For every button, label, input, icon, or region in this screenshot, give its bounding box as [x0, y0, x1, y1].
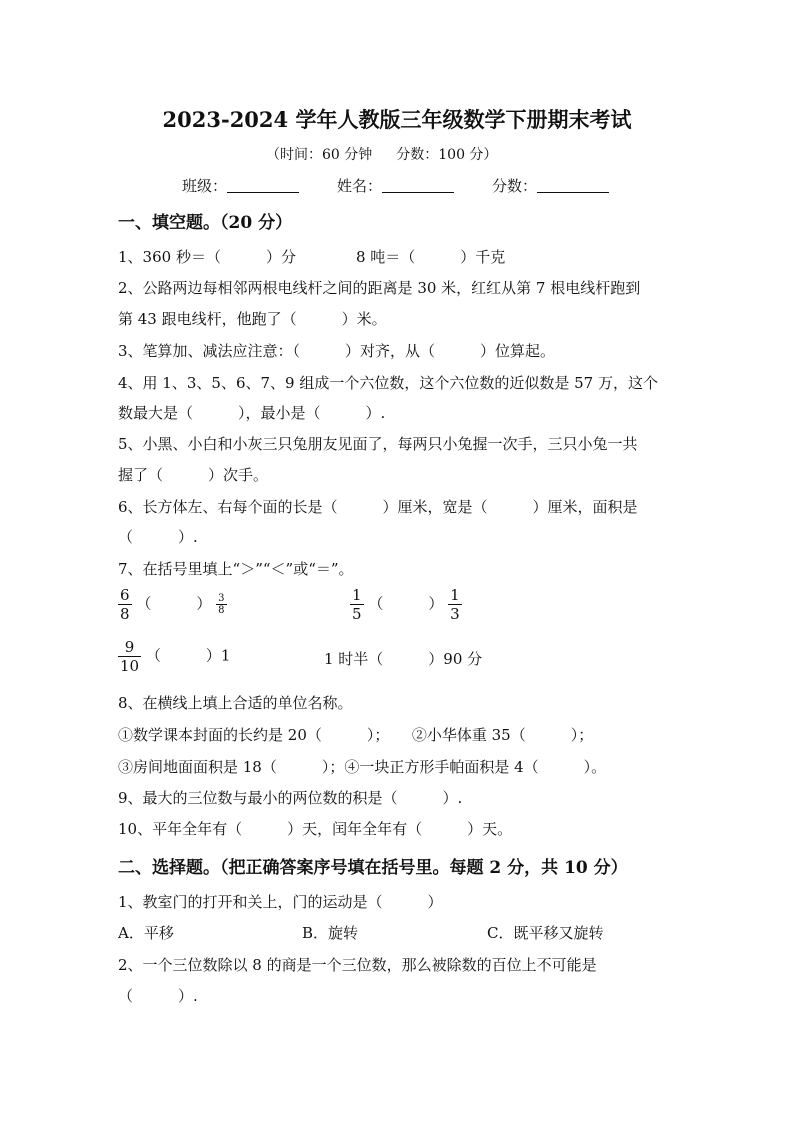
- exam-meta: [266, 144, 497, 164]
- question-1-7: 7、在括号里填上“＞”“＜”或“＝”。: [118, 560, 354, 578]
- question-1-10: 10、平年全年有（ ）天，闰年全年有（ ）天。: [118, 820, 513, 838]
- question-1-8-line1: ①数学课本封面的长约是 20（ ）； ②小华体重 35（ ）；: [118, 726, 594, 744]
- question-2-1: 1、教室门的打开和关上，门的运动是（ ）: [118, 893, 443, 911]
- total-score: 分数：100 分）: [396, 147, 498, 163]
- question-1-5-line2: 握了（ ）次手。: [118, 466, 269, 484]
- question-1-2-line2: 第 43 跟电线杆，他跑了（ ）米。: [118, 310, 387, 328]
- question-2-2-line2: （ ）.: [118, 987, 198, 1005]
- compare-item-a: [118, 586, 227, 623]
- section-heading-fill-in: 一、填空题。（20 分）: [118, 213, 293, 233]
- choice-a: A．平移: [118, 924, 174, 942]
- fraction-nine-tenths: $\frac{9}{10}$: [120, 638, 140, 675]
- question-1-8-line2: ③房间地面面积是 18（ ）；④一块正方形手帕面积是 4（ ）。: [118, 758, 607, 776]
- section-heading-multiple-choice: 二、选择题。（把正确答案序号填在括号里。每题 2 分，共 10 分）: [118, 858, 628, 878]
- question-2-2-line1: 2、一个三位数除以 8 的商是一个三位数，那么被除数的百位上不可能是: [118, 956, 597, 974]
- score-label: 分数：: [492, 177, 538, 195]
- answer-blank: （ ）1: [145, 646, 231, 665]
- answer-blank: （ ）: [136, 594, 212, 613]
- question-1-2-line1: 2、公路两边每相邻两根电线杆之间的距离是 30 米，红红从第 7 根电线杆跑到: [118, 279, 641, 297]
- choice-b: B．旋转: [302, 924, 359, 942]
- class-blank: [227, 178, 299, 193]
- question-1-5-line1: 5、小黑、小白和小灰三只兔朋友见面了，每两只小兔握一次手，三只小兔一共: [118, 435, 638, 453]
- answer-blank: （ ）: [368, 594, 444, 613]
- question-1-9: 9、最大的三位数与最小的两位数的积是（ ）.: [118, 789, 463, 807]
- student-info-row: [182, 175, 609, 196]
- page-title: 2023-2024 学年人教版三年级数学下册期末考试: [162, 107, 632, 132]
- class-label: 班级：: [182, 177, 228, 195]
- question-1-3: 3、笔算加、减法应注意：（ ）对齐，从（ ）位算起。: [118, 342, 556, 360]
- name-label: 姓名：: [337, 177, 383, 195]
- compare-item-b: [350, 586, 462, 623]
- fraction-six-eighths: $\frac{6}{8}$: [120, 586, 130, 623]
- compare-item-d: 1 时半（ ）90 分: [324, 650, 483, 668]
- name-blank: [382, 178, 454, 193]
- choice-c: C．既平移又旋转: [487, 924, 604, 942]
- fraction-three-eighths: $\frac{3}{8}$: [218, 593, 225, 616]
- question-1-6-line2: （ ）.: [118, 528, 198, 546]
- question-1-6-line1: 6、长方体左、右每个面的长是（ ）厘米，宽是（ ）厘米，面积是: [118, 498, 638, 516]
- time-limit: （时间：60 分钟: [266, 147, 373, 163]
- question-1-4-line1: 4、用 1、3、5、6、7、9 组成一个六位数，这个六位数的近似数是 57 万，这个: [118, 374, 658, 392]
- question-1-1: 1、360 秒＝（ ）分 8 吨＝（ ）千克: [118, 248, 506, 266]
- compare-item-c: [118, 638, 230, 675]
- score-blank: [537, 178, 609, 193]
- question-1-4-line2: 数最大是（ ），最小是（ ）.: [118, 404, 386, 422]
- fraction-one-third: $\frac{1}{3}$: [450, 586, 460, 623]
- question-1-8: 8、在横线上填上合适的单位名称。: [118, 694, 353, 712]
- fraction-one-fifth: $\frac{1}{5}$: [352, 586, 362, 623]
